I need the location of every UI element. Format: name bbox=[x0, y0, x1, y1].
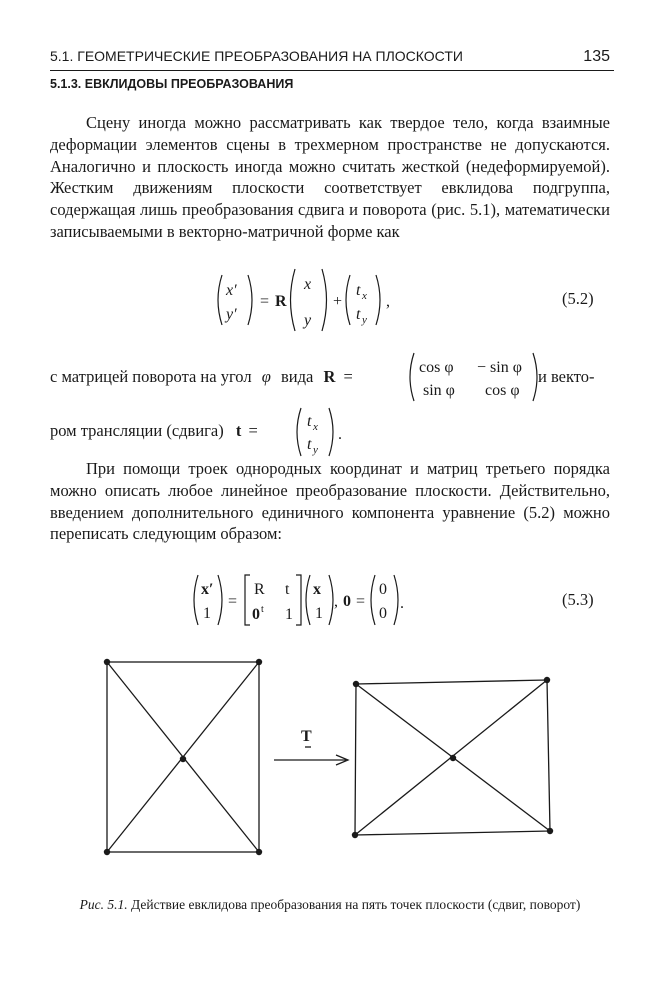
eq53-m21-sup: t bbox=[261, 604, 264, 615]
tv-top: t bbox=[307, 413, 312, 430]
translation-equals: = bbox=[248, 421, 258, 440]
eq53-m21: 0 bbox=[252, 606, 260, 623]
translation-vector-label: t bbox=[235, 421, 242, 440]
running-header bbox=[50, 46, 614, 71]
translation-line-prefix bbox=[50, 421, 258, 441]
eq53-z-top: 0 bbox=[379, 581, 387, 598]
r12: − sin φ bbox=[477, 359, 522, 376]
eq53-m12: t bbox=[285, 581, 290, 598]
eq53-m22: 1 bbox=[285, 606, 293, 623]
paragraph-intro: Сцену иногда можно рассматривать как твердое тело, когда взаимные деформации элементов сцены в трехмерном пространстве не допускаются. Аналогично и плоскость иногда можно считать жесткой (недеформируемой). Жестким движениям плоскости соответствует евклидова подгруппа, содержащая лишь преобразования сдвига и поворота (рис. 5.1), математически записываемыми в векторно-матричной форме как bbox=[50, 113, 610, 241]
tv-top-sub: x bbox=[313, 421, 318, 433]
eq52-lhs-bottom: y′ bbox=[226, 306, 237, 323]
point bbox=[104, 849, 110, 855]
eq52-t-bottom-sub: y bbox=[362, 314, 367, 326]
rotation-line-prefix bbox=[50, 367, 353, 387]
caption-label: Рис. 5.1. bbox=[79, 897, 128, 912]
point bbox=[353, 681, 359, 687]
point bbox=[256, 659, 262, 665]
phi-symbol: φ bbox=[261, 367, 271, 386]
eq52-matrix-r: R bbox=[275, 293, 287, 310]
tv-bottom: t bbox=[307, 436, 312, 453]
equation-5-2 bbox=[210, 265, 410, 335]
eq52-vec-top: x bbox=[304, 276, 312, 293]
r11: cos φ bbox=[419, 359, 454, 376]
figure-caption bbox=[60, 896, 600, 914]
r22: cos φ bbox=[485, 382, 520, 399]
eq52-lhs-top: x′ bbox=[226, 282, 237, 299]
point bbox=[547, 828, 553, 834]
figure-5-1 bbox=[96, 655, 566, 865]
rotation-matrix bbox=[405, 350, 540, 404]
eq52-plus: + bbox=[333, 293, 343, 310]
eq53-zero-label: 0 bbox=[343, 593, 351, 610]
eq52-equals: = bbox=[260, 293, 270, 310]
eq52-vec-bottom: y bbox=[304, 312, 312, 329]
eq53-v-bottom: 1 bbox=[315, 605, 323, 622]
eq52-t-top-sub: x bbox=[362, 290, 367, 302]
eq53-v-top: x bbox=[313, 581, 321, 598]
caption-text: Действие евклидова преобразования на пять точек плоскости (сдвиг, поворот) bbox=[131, 897, 581, 912]
translation-prefix-text: ром трансляции (сдвига) bbox=[50, 421, 224, 440]
paragraph-homogeneous: При помощи троек однородных координат и матриц третьего порядка можно описать любое линейное преобразование плоскости. Действительно, введением дополнительного единичного компонента уравнение (5.2) можно переписать следующим образом: bbox=[50, 459, 610, 544]
eq52-comma: , bbox=[386, 293, 390, 310]
arrow-label: T bbox=[301, 728, 312, 745]
translation-vector bbox=[292, 405, 352, 459]
eq53-m11: R bbox=[254, 581, 265, 598]
point bbox=[104, 659, 110, 665]
point bbox=[450, 755, 456, 761]
page-number: 135 bbox=[583, 48, 610, 65]
equation-number-5-3: (5.3) bbox=[562, 590, 594, 609]
equation-5-3 bbox=[188, 572, 418, 628]
point bbox=[352, 832, 358, 838]
rotation-matrix-label: R bbox=[323, 367, 336, 386]
tv-period: . bbox=[338, 426, 342, 443]
eq53-equals2: = bbox=[356, 593, 366, 610]
rotation-suffix: и векто- bbox=[538, 367, 595, 386]
eq53-lhs-bottom: 1 bbox=[203, 605, 211, 622]
tv-bottom-sub: y bbox=[313, 444, 318, 456]
eq53-equals: = bbox=[228, 593, 238, 610]
section-title: 5.1.3. ЕВКЛИДОВЫ ПРЕОБРАЗОВАНИЯ bbox=[50, 77, 294, 91]
rotation-equals: = bbox=[343, 367, 353, 386]
equation-number-5-2: (5.2) bbox=[562, 289, 594, 308]
r21: sin φ bbox=[423, 382, 455, 399]
rotation-prefix-text: с матрицей поворота на угол bbox=[50, 367, 252, 386]
point bbox=[544, 677, 550, 683]
eq52-t-bottom: t bbox=[356, 306, 361, 323]
point bbox=[256, 849, 262, 855]
eq53-comma: , bbox=[334, 593, 338, 610]
point bbox=[180, 756, 186, 762]
eq52-t-top: t bbox=[356, 282, 361, 299]
rotation-mid-text: вида bbox=[280, 367, 314, 386]
eq53-z-bottom: 0 bbox=[379, 605, 387, 622]
eq53-period: . bbox=[400, 595, 404, 612]
running-title: 5.1. ГЕОМЕТРИЧЕСКИЕ ПРЕОБРАЗОВАНИЯ НА ПЛОСКОСТИ bbox=[50, 48, 463, 64]
eq53-lhs-top: x′ bbox=[201, 581, 214, 598]
